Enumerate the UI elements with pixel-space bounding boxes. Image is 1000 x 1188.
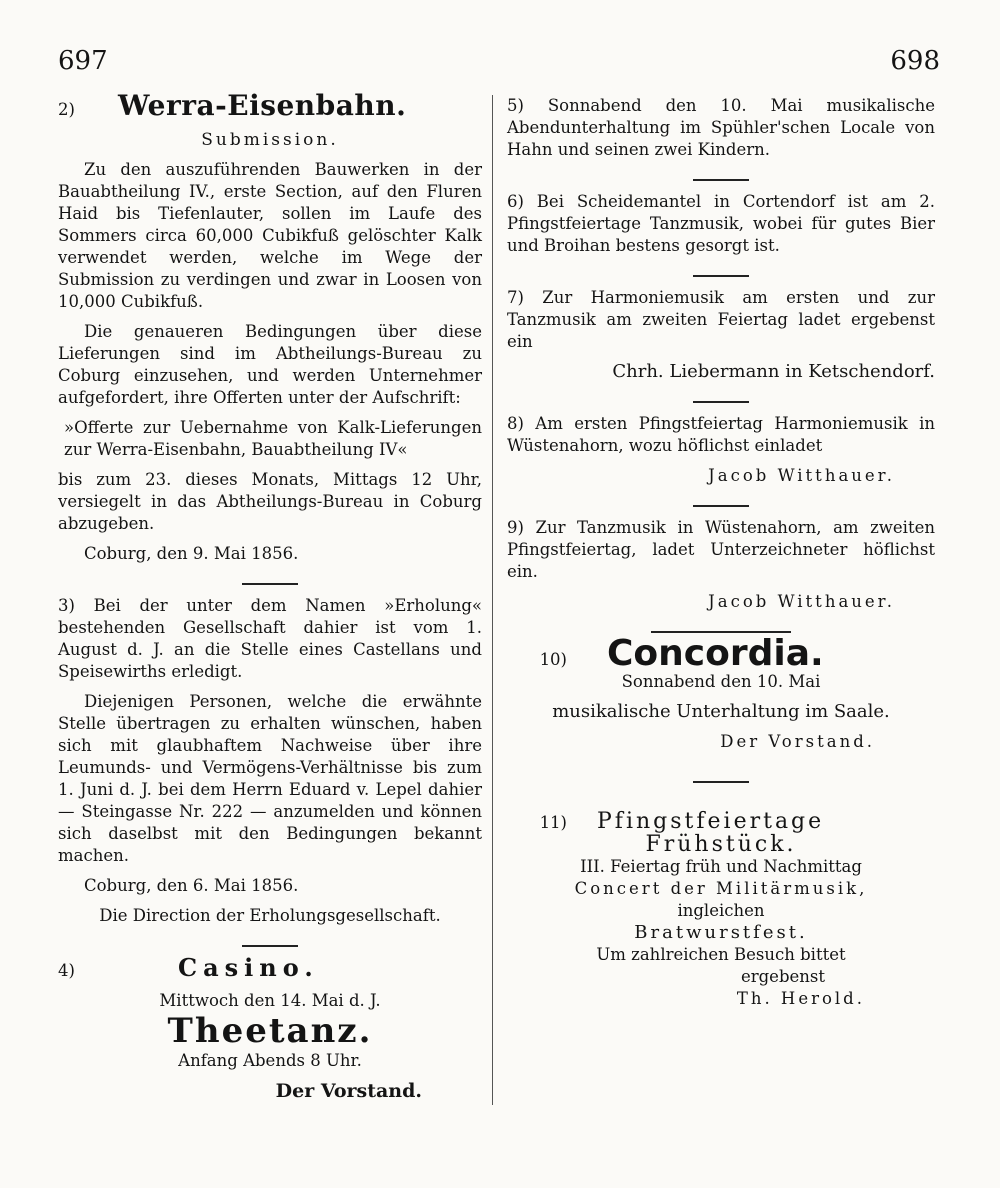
pfingst-line-3: III. Feiertag früh und Nachmittag <box>580 857 862 876</box>
item-number: 11) <box>539 813 567 832</box>
concordia-title: Concordia. <box>607 633 824 674</box>
werra-heading <box>58 89 482 122</box>
werra-paragraph-1: Zu den auszuführenden Bauwerken in der Bauabtheilung IV., erste Section, auf den Fluren Haid bis Tiefenlauter, sollen im Laufe des Sommers circa 60,000 Cubikfuß gelöschter Kalk verwendet werden, welche im Wege der Submission zu verdingen und zwar in Loosen von 10,000 Cubikfuß. <box>58 160 482 311</box>
pfingst-title: Pfingstfeiertage <box>597 809 825 834</box>
pfingst-line-5: ingleichen <box>677 901 765 920</box>
page-number-left: 697 <box>58 46 108 76</box>
werra-date: Coburg, den 9. Mai 1856. <box>84 544 299 563</box>
werra-quote: »Offerte zur Uebernahme von Kalk-Lieferungen zur Werra-Eisenbahn, Bauabtheilung IV« <box>64 418 482 459</box>
left-column <box>58 89 483 1110</box>
item-number: 4) <box>58 961 75 980</box>
item-number: 2) <box>58 100 75 119</box>
pfingst-heading <box>507 811 935 834</box>
erholung-paragraph-2: Diejenigen Personen, welche die erwähnte Stelle übertragen zu erhalten wünschen, haben sich mit glaubhaftem Nachweise über ihre Leumunds- und Vermögens-Verhältnisse bis zum 1. Juni d. J. bei dem Herrn Eduard v. Lepel dahier — Steingasse Nr. 222 — anzumelden und können sich daselbst mit den Bedingungen bekannt machen. <box>58 692 482 865</box>
concordia-date: Sonnabend den 10. Mai <box>621 672 821 691</box>
item-number: 3) <box>58 596 75 615</box>
werra-paragraph-3: bis zum 23. dieses Monats, Mittags 12 Uhr, versiegelt in das Abtheilungs-Bureau in Coburg abzugeben. <box>58 470 482 533</box>
concordia-heading <box>507 633 935 674</box>
section-rule <box>507 771 935 793</box>
submission-heading: Submission. <box>201 130 339 150</box>
casino-title: Casino. <box>178 953 319 982</box>
theetanz-title: Theetanz. <box>167 1011 373 1051</box>
item-5: 5) Sonnabend den 10. Mai musikalische Abendunterhaltung im Spühler'schen Locale von Hahn und seinen zwei Kindern. <box>507 96 935 159</box>
werra-paragraph-2: Die genaueren Bedingungen über diese Lieferungen sind im Abtheilungs-Bureau zu Coburg einzusehen, und werden Unternehmer aufgefordert, ihre Offerten unter der Aufschrift: <box>58 322 482 407</box>
casino-signature: Der Vorstand. <box>275 1080 422 1102</box>
pfingst-line-8: ergebenst <box>740 967 825 986</box>
erholung-date: Coburg, den 6. Mai 1856. <box>84 876 299 895</box>
concordia-signature: Der Vorstand. <box>720 732 875 751</box>
item-7: 7) Zur Harmoniemusik am ersten und zur Tanzmusik am zweiten Feiertag ladet ergebenst ein <box>507 288 935 351</box>
item-6: 6) Bei Scheidemantel in Cortendorf ist am 2. Pfingstfeiertage Tanzmusik, wobei für gutes Bier und Broihan bestens gesorgt ist. <box>507 192 935 255</box>
item-9-signature: Jacob Witthauer. <box>708 592 895 611</box>
section-rule <box>507 495 935 517</box>
item-number: 10) <box>539 650 567 669</box>
section-rule <box>507 265 935 287</box>
pfingst-line-6: Bratwurstfest. <box>634 922 808 943</box>
item-7-signature: Chrh. Liebermann in Ketschendorf. <box>612 361 935 382</box>
casino-date: Mittwoch den 14. Mai d. J. <box>159 991 381 1010</box>
erholung-paragraph-1 <box>58 595 482 683</box>
section-rule <box>507 391 935 413</box>
item-9: 9) Zur Tanzmusik in Wüstenahorn, am zweiten Pfingstfeiertag, ladet Unterzeichneter höflichst ein. <box>507 518 935 581</box>
pfingst-line-7: Um zahlreichen Besuch bittet <box>596 945 846 964</box>
fruehstueck-title: Frühstück. <box>645 832 797 857</box>
casino-heading <box>58 953 482 982</box>
werra-title: Werra-Eisenbahn. <box>118 89 407 122</box>
section-rule <box>507 169 935 191</box>
section-rule <box>58 573 482 595</box>
pfingst-signature: Th. Herold. <box>736 989 865 1008</box>
right-column <box>507 95 935 1010</box>
item-8: 8) Am ersten Pfingstfeiertag Harmoniemusik in Wüstenahorn, wozu höflichst einladet <box>507 414 935 455</box>
concordia-text: musikalische Unterhaltung im Saale. <box>552 701 890 722</box>
page-number-right: 698 <box>890 46 940 76</box>
erholung-text-1: Bei der unter dem Namen »Erholung« bestehenden Gesellschaft dahier ist vom 1. August d. J. an die Stelle eines Castellans und Speisewirths erledigt. <box>58 596 483 681</box>
item-8-signature: Jacob Witthauer. <box>708 466 895 485</box>
casino-start-time: Anfang Abends 8 Uhr. <box>178 1051 362 1070</box>
erholung-signature: Die Direction der Erholungsgesellschaft. <box>99 906 441 925</box>
column-divider <box>492 95 493 1105</box>
pfingst-line-4: Concert der Militärmusik, <box>574 879 868 898</box>
